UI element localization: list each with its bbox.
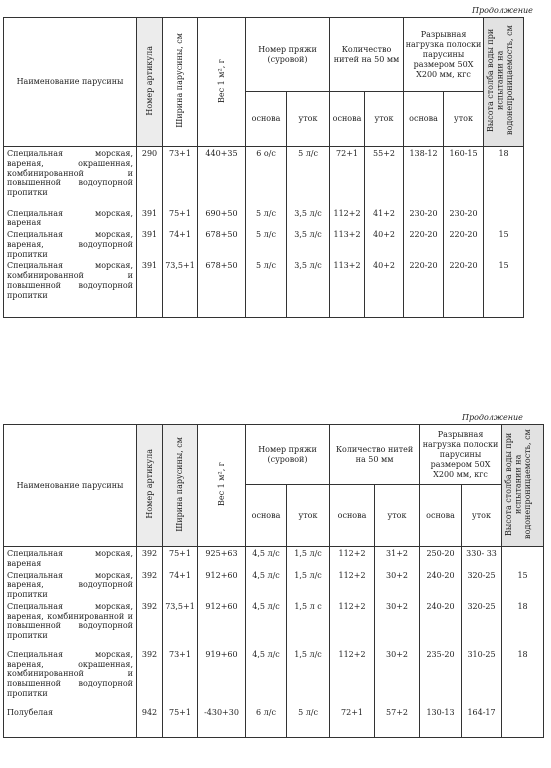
cell-tw: 112+2 bbox=[330, 600, 375, 648]
table-row bbox=[4, 147, 524, 207]
header-threads-weft-2: уток bbox=[375, 485, 420, 547]
cell-tw: 72+1 bbox=[330, 706, 375, 728]
cell-lw: 130-13 bbox=[420, 706, 462, 728]
cell-width: 75+1 bbox=[163, 207, 198, 229]
cell-name: Специальная морская, вареная bbox=[4, 207, 137, 229]
cell-weight: 912+60 bbox=[198, 600, 246, 648]
header-width: Ширина парусины, см bbox=[163, 18, 198, 147]
cell-lw: 230-20 bbox=[404, 207, 444, 229]
table-row bbox=[4, 648, 544, 706]
table-row bbox=[4, 569, 544, 600]
cell-yw: 4,5 л/с bbox=[246, 648, 287, 706]
cell-lf: 220-20 bbox=[444, 228, 484, 259]
cell-name: Специальная морская, вареная, водоупорной пропитки bbox=[4, 569, 137, 600]
table-1 bbox=[3, 17, 524, 318]
cell-weight: 925+63 bbox=[198, 547, 246, 569]
table-row bbox=[4, 547, 544, 569]
cell-lw: 220-20 bbox=[404, 228, 444, 259]
cell-weight: 919+60 bbox=[198, 648, 246, 706]
cell-lf: 220-20 bbox=[444, 259, 484, 307]
cell-name: Полубелая bbox=[4, 706, 137, 728]
header-load-warp: основа bbox=[404, 92, 444, 147]
cell-art: 290 bbox=[137, 147, 163, 207]
header-threads: Количество нитей на 50 мм bbox=[330, 18, 404, 92]
cell-tw: 113+2 bbox=[330, 259, 365, 307]
cell-tf: 40+2 bbox=[365, 259, 404, 307]
cell-art: 392 bbox=[137, 600, 163, 648]
cell-art: 391 bbox=[137, 207, 163, 229]
cell-lw: 235-20 bbox=[420, 648, 462, 706]
table-row bbox=[4, 259, 524, 307]
cell-lw: 240-20 bbox=[420, 569, 462, 600]
cell-yw: 5 л/с bbox=[246, 259, 287, 307]
cell-name: Специальная морская, вареная, водоупорной пропитки bbox=[4, 228, 137, 259]
cell-tf: 40+2 bbox=[365, 228, 404, 259]
cell-art: 391 bbox=[137, 228, 163, 259]
cell-weight: 678+50 bbox=[198, 259, 246, 307]
header-yarn-warp-2: основа bbox=[246, 485, 287, 547]
cell-tw: 112+2 bbox=[330, 569, 375, 600]
table-row-spacer bbox=[4, 307, 524, 317]
cell-yf: 5 л/с bbox=[287, 706, 330, 728]
cell-tf: 57+2 bbox=[375, 706, 420, 728]
header-load: Разрывная нагрузка полоски парусины размером 50Х Х200 мм, кгс bbox=[404, 18, 484, 92]
cell-width: 73+1 bbox=[163, 147, 198, 207]
table-row bbox=[4, 207, 524, 229]
table-row-spacer bbox=[4, 728, 544, 738]
cell-tf: 41+2 bbox=[365, 207, 404, 229]
cell-tw: 112+2 bbox=[330, 547, 375, 569]
cell-art: 392 bbox=[137, 547, 163, 569]
cell-yf: 3,5 л/с bbox=[287, 228, 330, 259]
header-yarn-weft: уток bbox=[287, 92, 330, 147]
cell-lf: 320-25 bbox=[462, 569, 502, 600]
cell-tf: 30+2 bbox=[375, 648, 420, 706]
cell-tw: 112+2 bbox=[330, 648, 375, 706]
table-row bbox=[4, 600, 544, 648]
header-name: Наименование парусины bbox=[4, 18, 137, 147]
cell-name: Специальная морская, вареная, окрашенная, комбинированной и повышенной водоупорной пропитки bbox=[4, 147, 137, 207]
cell-width: 73+1 bbox=[163, 648, 198, 706]
cell-weight: 690+50 bbox=[198, 207, 246, 229]
cell-art: 391 bbox=[137, 259, 163, 307]
header-load-weft: уток bbox=[444, 92, 484, 147]
header-water-2: Высота столба воды при испытании на водонепроницаемость, см bbox=[502, 425, 544, 547]
header-weight: Вес 1 м², г bbox=[198, 18, 246, 147]
cell-yw: 4,5 л/с bbox=[246, 600, 287, 648]
cell-water: 18 bbox=[484, 147, 524, 207]
cell-lf: 160-15 bbox=[444, 147, 484, 207]
cell-water: 15 bbox=[484, 228, 524, 259]
header-load-2: Разрывная нагрузка полоски парусины размером 50Х Х200 мм, кгс bbox=[420, 425, 502, 485]
header-threads-2: Количество нитей на 50 мм bbox=[330, 425, 420, 485]
header-threads-warp-2: основа bbox=[330, 485, 375, 547]
header-load-warp-2: основа bbox=[420, 485, 462, 547]
header-load-weft-2: уток bbox=[462, 485, 502, 547]
header-threads-warp: основа bbox=[330, 92, 365, 147]
cell-name: Специальная морская, вареная, окрашенная, комбинированной и повышенной водоупорной пропитки bbox=[4, 648, 137, 706]
cell-width: 74+1 bbox=[163, 569, 198, 600]
cell-weight: 440+35 bbox=[198, 147, 246, 207]
cell-water: 18 bbox=[502, 648, 544, 706]
header-width-2: Ширина парусины, см bbox=[163, 425, 198, 547]
header-article: Номер артикула bbox=[137, 18, 163, 147]
cell-yw: 4,5 л/с bbox=[246, 569, 287, 600]
header-water: Высота столба воды при испытании на водонепроницаемость, см bbox=[484, 18, 524, 147]
cell-width: 73,5+1 bbox=[163, 259, 198, 307]
cell-width: 75+1 bbox=[163, 706, 198, 728]
cell-tw: 112+2 bbox=[330, 207, 365, 229]
cell-lf: 164-17 bbox=[462, 706, 502, 728]
cell-water bbox=[484, 207, 524, 229]
cell-width: 75+1 bbox=[163, 547, 198, 569]
cell-yf: 1,5 л/с bbox=[287, 547, 330, 569]
cell-weight: 912+60 bbox=[198, 569, 246, 600]
cell-width: 73,5+1 bbox=[163, 600, 198, 648]
cell-tf: 30+2 bbox=[375, 600, 420, 648]
cell-yf: 1,5 л/с bbox=[287, 569, 330, 600]
cell-weight: -430+30 bbox=[198, 706, 246, 728]
header-name-2: Наименование парусины bbox=[4, 425, 137, 547]
cell-tf: 30+2 bbox=[375, 569, 420, 600]
cell-yf: 3,5 л/с bbox=[287, 259, 330, 307]
cell-tw: 113+2 bbox=[330, 228, 365, 259]
continuation-label: Продолжение bbox=[472, 6, 533, 15]
cell-water: 15 bbox=[502, 569, 544, 600]
cell-yf: 5 л/с bbox=[287, 147, 330, 207]
cell-art: 392 bbox=[137, 569, 163, 600]
cell-name: Специальная морская, вареная bbox=[4, 547, 137, 569]
cell-lf: 320-25 bbox=[462, 600, 502, 648]
header-yarn-weft-2: уток bbox=[287, 485, 330, 547]
cell-tf: 55+2 bbox=[365, 147, 404, 207]
cell-lw: 240-20 bbox=[420, 600, 462, 648]
cell-name: Специальная морская, вареная, комбинированной и повышенной водоупорной пропитки bbox=[4, 600, 137, 648]
table-2 bbox=[3, 424, 544, 738]
table-row bbox=[4, 706, 544, 728]
header-yarn-warp: основа bbox=[246, 92, 287, 147]
header-article-2: Номер артикула bbox=[137, 425, 163, 547]
cell-weight: 678+50 bbox=[198, 228, 246, 259]
continuation-label-2: Продолжение bbox=[462, 413, 523, 422]
cell-water bbox=[502, 706, 544, 728]
cell-yw: 6 о/с bbox=[246, 147, 287, 207]
cell-tf: 31+2 bbox=[375, 547, 420, 569]
cell-water: 15 bbox=[484, 259, 524, 307]
cell-yf: 3,5 л/с bbox=[287, 207, 330, 229]
cell-yw: 6 л/с bbox=[246, 706, 287, 728]
cell-lf: 310-25 bbox=[462, 648, 502, 706]
header-yarn: Номер пряжи (суровой) bbox=[246, 18, 330, 92]
cell-lf: 330- 33 bbox=[462, 547, 502, 569]
cell-water bbox=[502, 547, 544, 569]
header-yarn-2: Номер пряжи (суровой) bbox=[246, 425, 330, 485]
cell-width: 74+1 bbox=[163, 228, 198, 259]
cell-yw: 5 л/с bbox=[246, 207, 287, 229]
header-weight-2: Вес 1 м², г bbox=[198, 425, 246, 547]
cell-name: Специальная морская, комбинированной и повышенной водоупорной пропитки bbox=[4, 259, 137, 307]
cell-lf: 230-20 bbox=[444, 207, 484, 229]
cell-yw: 5 л/с bbox=[246, 228, 287, 259]
cell-art: 392 bbox=[137, 648, 163, 706]
cell-tw: 72+1 bbox=[330, 147, 365, 207]
cell-lw: 138-12 bbox=[404, 147, 444, 207]
cell-lw: 250-20 bbox=[420, 547, 462, 569]
cell-art: 942 bbox=[137, 706, 163, 728]
cell-yf: 1,5 л с bbox=[287, 600, 330, 648]
header-threads-weft: уток bbox=[365, 92, 404, 147]
cell-yw: 4,5 л/с bbox=[246, 547, 287, 569]
cell-yf: 1,5 л/с bbox=[287, 648, 330, 706]
cell-water: 18 bbox=[502, 600, 544, 648]
cell-lw: 220-20 bbox=[404, 259, 444, 307]
table-row bbox=[4, 228, 524, 259]
